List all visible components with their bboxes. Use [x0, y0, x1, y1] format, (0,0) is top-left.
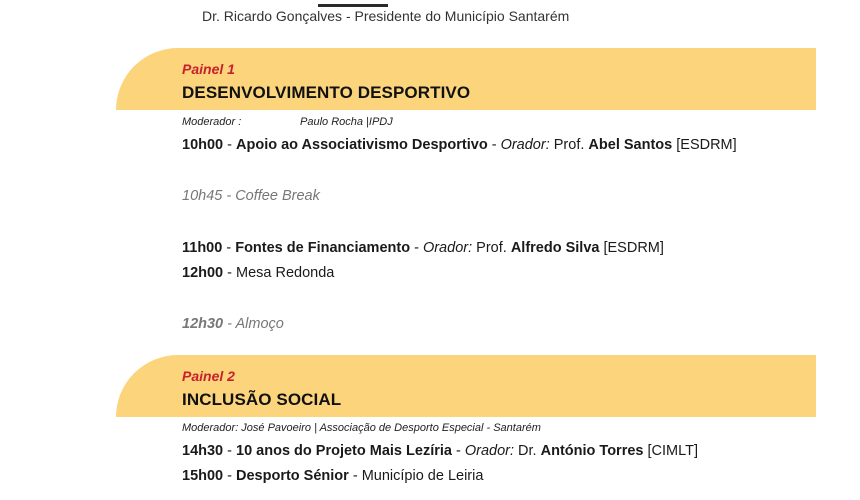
cropped-heading-fragment	[318, 0, 388, 7]
speaker-role: Orador:	[464, 443, 515, 459]
panel-1-tag: Painel 1	[182, 61, 235, 77]
session-title: Fontes de Financiamento	[235, 240, 411, 256]
coffee-break: 10h45 - Coffee Break	[182, 188, 320, 204]
speaker-prefix: Prof.	[549, 137, 589, 153]
speaker-org: [ESDRM]	[672, 137, 737, 153]
senior-title: Desporto Sénior	[236, 468, 349, 484]
session-dash: -	[410, 240, 423, 256]
senior-place: Município de Leiria	[361, 468, 484, 484]
speaker-prefix: Prof.	[472, 240, 511, 256]
opening-speaker-line: Dr. Ricardo Gonçalves - Presidente do Município Santarém	[202, 8, 570, 24]
speaker-org: [ESDRM]	[599, 240, 664, 256]
session-separator: -	[223, 443, 237, 459]
speaker-name: Abel Santos	[588, 137, 673, 153]
speaker-prefix: Dr.	[514, 443, 541, 459]
session-15h00	[182, 468, 483, 484]
session-dash: -	[487, 137, 501, 153]
speaker-role: Orador:	[422, 240, 473, 256]
panel-1-moderator-name: Paulo Rocha |IPDJ	[300, 116, 393, 128]
round-table-time: 12h00	[182, 265, 224, 281]
lunch-time: 12h30	[182, 316, 224, 332]
session-14h30	[182, 443, 698, 459]
speaker-role: Orador:	[500, 137, 550, 153]
lunch-break	[182, 316, 284, 332]
panel-2-tag: Painel 2	[182, 368, 235, 384]
session-separator: -	[223, 137, 237, 153]
session-time: 10h00	[182, 137, 224, 153]
session-10h00	[182, 137, 737, 153]
session-separator: -	[222, 240, 236, 256]
panel-1-moderator-label: Moderador :	[182, 116, 242, 128]
session-dash: -	[451, 443, 465, 459]
panel-2-moderator: Moderador: José Pavoeiro | Associação de Desporto Especial - Santarém	[182, 422, 541, 434]
speaker-name: Alfredo Silva	[510, 240, 600, 256]
session-time: 14h30	[182, 443, 224, 459]
session-11h00	[182, 240, 664, 256]
session-title: 10 anos do Projeto Mais Lezíria	[236, 443, 452, 459]
speaker-name: António Torres	[540, 443, 644, 459]
senior-sep-b: -	[348, 468, 362, 484]
senior-time: 15h00	[182, 468, 224, 484]
session-title: Apoio ao Associativismo Desportivo	[236, 137, 488, 153]
round-table-text: - Mesa Redonda	[223, 265, 335, 281]
senior-sep-a: -	[223, 468, 237, 484]
round-table	[182, 265, 334, 281]
panel-1-title: DESENVOLVIMENTO DESPORTIVO	[182, 83, 471, 102]
panel-2-title: INCLUSÃO SOCIAL	[182, 390, 342, 409]
session-time: 11h00	[182, 240, 223, 256]
lunch-text: - Almoço	[223, 316, 284, 332]
speaker-org: [CIMLT]	[643, 443, 698, 459]
